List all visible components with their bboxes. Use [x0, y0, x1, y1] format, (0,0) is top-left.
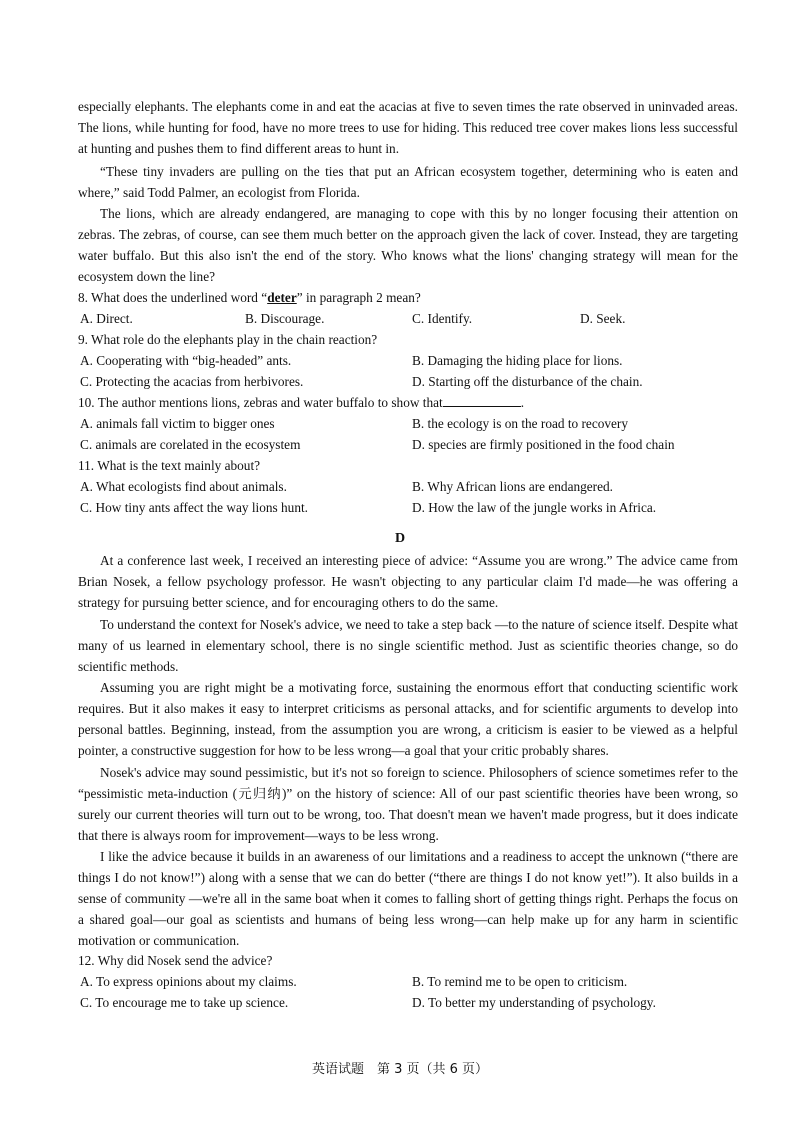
passage-c-paragraph-3: The lions, which are already endangered, are managing to cope with this by no longer focusing their attention on zebras. The zebras, of course, can see them much better on the approach given the lack of cover. Instead, they are targeting water buffalo. But this also isn't the end of the story. Who knows what the lions' changing strategy will mean for the ecosystem down the line?: [78, 206, 738, 284]
question-9-stem: 9. What role do the elephants play in the chain reaction?: [78, 332, 378, 347]
page-footer: 英语试题 第 3 页（共 6 页）: [311, 1062, 489, 1077]
question-8-option-a: A. Direct.: [80, 311, 133, 326]
passage-d-paragraph-4: Nosek's advice may sound pessimistic, but it's not so foreign to science. Philosophers of science sometimes refer to the “pessimistic meta-induction (元归纳)” on the history of science: All of our past scientific theories have been wrong, so surely our current theories will turn out to be wrong, too. That doesn't mean we haven't made progress, but it does indicate that there is always room for improvement—ways to be less wrong.: [78, 765, 738, 843]
question-8-option-d: D. Seek.: [580, 311, 626, 326]
question-9-option-c: C. Protecting the acacias from herbivores.: [80, 374, 304, 389]
passage-d-paragraph-1: At a conference last week, I received an interesting piece of advice: “Assume you are wrong.” The advice came from Brian Nosek, a fellow psychology professor. He wasn't objecting to any particular claim I'd made—he was offering a strategy for pursuing better science, and for encouraging others to do the same.: [78, 553, 738, 610]
passage-c-paragraph-1: especially elephants. The elephants come in and eat the acacias at five to seven times the rate observed in uninvaded areas. The lions, while hunting for food, have no more trees to use for hiding. This reduced tree cover makes lions less successful at hunting and pushes them to find different areas to hunt in.: [78, 99, 738, 156]
passage-d-paragraph-2: To understand the context for Nosek's advice, we need to take a step back —to the nature of science itself. Despite what many of us learned in elementary school, there is no single scientific method. Just as scientific theories change, so do scientific methods.: [78, 617, 738, 674]
question-11-option-d: D. How the law of the jungle works in Africa.: [412, 500, 657, 515]
question-8-underlined-word: deter: [267, 290, 297, 305]
passage-d-paragraph-3: Assuming you are right might be a motivating force, sustaining the enormous effort that conducting scientific work requires. But it also makes it easy to interpret criticisms as personal attacks, and for scientific arguments to develop into personal battles. Beginning, instead, from the assumption you are wrong, a criticism is easier to be viewed as a helpful pointer, a constructive suggestion for how to be less wrong—a goal that your critic probably shares.: [78, 680, 738, 758]
question-10-option-b: B. the ecology is on the road to recovery: [412, 416, 629, 431]
question-8-stem-before: 8. What does the underlined word: [78, 290, 262, 305]
question-10-stem: [78, 392, 524, 413]
question-11-option-b: B. Why African lions are endangered.: [412, 479, 613, 494]
question-12-option-a: A. To express opinions about my claims.: [80, 974, 297, 989]
question-10-stem-end: .: [520, 395, 525, 410]
question-12-option-d: D. To better my understanding of psychology.: [412, 995, 656, 1010]
question-8-option-b: B. Discourage.: [245, 311, 325, 326]
question-9-option-b: B. Damaging the hiding place for lions.: [412, 353, 623, 368]
question-11-option-c: C. How tiny ants affect the way lions hunt.: [80, 500, 308, 515]
question-9-option-a: A. Cooperating with “big-headed” ants.: [80, 353, 292, 368]
question-8-option-c: C. Identify.: [412, 311, 473, 326]
section-d-heading: D: [394, 531, 406, 546]
question-12-option-c: C. To encourage me to take up science.: [80, 995, 289, 1010]
question-8-stem-after: in paragraph 2 mean?: [302, 290, 421, 305]
question-10-stem-text: 10. The author mentions lions, zebras and water buffalo to show that: [78, 395, 443, 410]
passage-c-paragraph-2: “These tiny invaders are pulling on the ties that put an African ecosystem together, determining who is eaten and where,” said Todd Palmer, an ecologist from Florida.: [78, 164, 738, 200]
question-10-option-c: C. animals are corelated in the ecosystem: [80, 437, 301, 452]
question-11-option-a: A. What ecologists find about animals.: [80, 479, 287, 494]
question-12-stem: 12. Why did Nosek send the advice?: [78, 953, 273, 968]
question-8-stem: 8. What does the underlined word “deter” in paragraph 2 mean?: [78, 290, 421, 305]
passage-d-paragraph-5: I like the advice because it builds in an awareness of our limitations and a readiness to accept the unknown (“there are things I do not know!”) along with a sense that we can do better (“there are things I do not know yet!”). It also builds in a sense of community —we're all in the same boat when it comes to falling short of getting things right. Perhaps the focus on a shared goal—our goal as scientists and humans of being less wrong—can help make up for any harm in scientific motivation or communication.: [78, 849, 738, 948]
question-10-option-d: D. species are firmly positioned in the food chain: [412, 437, 675, 452]
answer-blank: [443, 393, 521, 407]
question-12-option-b: B. To remind me to be open to criticism.: [412, 974, 628, 989]
question-10-option-a: A. animals fall victim to bigger ones: [80, 416, 275, 431]
question-11-stem: 11. What is the text mainly about?: [78, 458, 261, 473]
question-9-option-d: D. Starting off the disturbance of the chain.: [412, 374, 643, 389]
